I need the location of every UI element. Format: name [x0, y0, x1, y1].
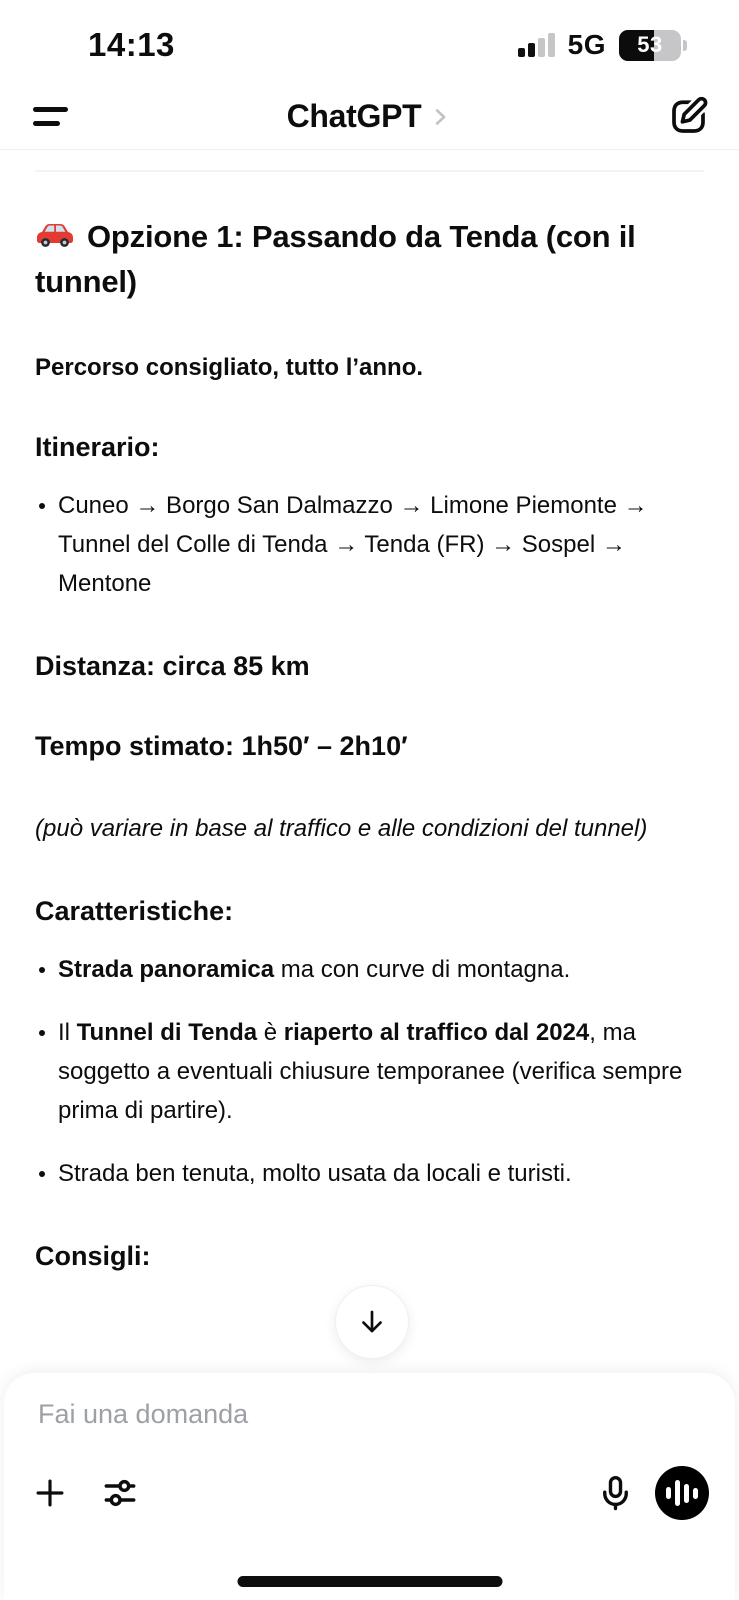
text-segment: è [257, 1019, 284, 1046]
chevron-right-icon [428, 105, 452, 129]
paragraph-italic: (può variare in base al traffico e alle condizioni del tunnel) [35, 815, 648, 842]
new-chat-button[interactable] [663, 92, 713, 142]
bold-segment: riaperto al traffico dal 2024 [283, 1019, 590, 1046]
dictation-button[interactable] [593, 1471, 637, 1515]
section-heading: Tempo stimato: 1h50′ – 2h10′ [35, 731, 408, 761]
voice-mode-button[interactable] [655, 1466, 709, 1520]
bullet-list [35, 486, 704, 603]
message-heading [35, 214, 704, 304]
compose-icon [665, 93, 712, 140]
heading-text: Opzione 1: Passando da Tenda (con il tunnel) [35, 219, 636, 299]
section-heading: Distanza: circa 85 km [35, 651, 310, 681]
bold-segment: Tunnel di Tenda [76, 1019, 258, 1046]
waveform-icon [693, 1488, 698, 1499]
paragraph-bold: Percorso consigliato, tutto l’anno. [35, 354, 424, 381]
page-title: ChatGPT [286, 98, 422, 134]
text-segment: Strada ben tenuta, molto usata da locali e turisti. [58, 1160, 572, 1187]
list-item [35, 1154, 704, 1193]
network-type-label: 5G [567, 29, 606, 60]
scroll-to-bottom-button[interactable] [335, 1285, 409, 1359]
add-attachment-button[interactable] [28, 1471, 72, 1515]
model-switcher[interactable] [287, 98, 453, 135]
waveform-icon [675, 1480, 680, 1506]
waveform-icon [666, 1487, 671, 1499]
section-divider [35, 170, 704, 172]
sliders-icon [100, 1473, 140, 1513]
message-input[interactable] [38, 1399, 705, 1430]
battery-percent: 53 [637, 32, 663, 57]
text-segment: Cuneo → Borgo San Dalmazzo → Limone Piemonte → Tunnel del Colle di Tenda → Tenda (FR) → Sospel → Mentone [58, 492, 648, 597]
bullet-list [35, 950, 704, 1193]
section-heading: Caratteristiche: [35, 896, 234, 926]
home-indicator[interactable] [237, 1576, 502, 1587]
list-item [35, 1013, 704, 1130]
assistant-message [0, 170, 739, 1273]
battery-icon [619, 30, 687, 61]
app-header [0, 84, 739, 150]
menu-icon [33, 121, 60, 126]
tools-button[interactable] [98, 1471, 142, 1515]
arrow-down-icon [356, 1306, 388, 1338]
sidebar-menu-button[interactable] [33, 94, 79, 140]
composer-toolbar [28, 1466, 705, 1520]
section-heading: Consigli: [35, 1241, 151, 1271]
status-indicators [518, 29, 687, 61]
composer-panel [4, 1373, 735, 1600]
bold-segment: Strada panoramica [58, 956, 275, 983]
status-time: 14:13 [88, 26, 175, 63]
text-segment: Il [58, 1019, 77, 1046]
list-item [35, 950, 704, 989]
plus-icon [31, 1474, 69, 1512]
microphone-icon [594, 1472, 637, 1515]
menu-icon [33, 107, 68, 112]
list-item [35, 486, 704, 603]
status-bar [0, 0, 739, 84]
car-emoji-icon [35, 214, 75, 259]
section-heading: Itinerario: [35, 432, 160, 462]
text-segment: , ma soggetto a eventuali chiusure temporanee (verifica sempre prima di partire). [58, 1019, 683, 1124]
cellular-signal-icon [518, 33, 555, 57]
waveform-icon [684, 1484, 689, 1503]
text-segment: ma con curve di montagna. [274, 956, 571, 983]
